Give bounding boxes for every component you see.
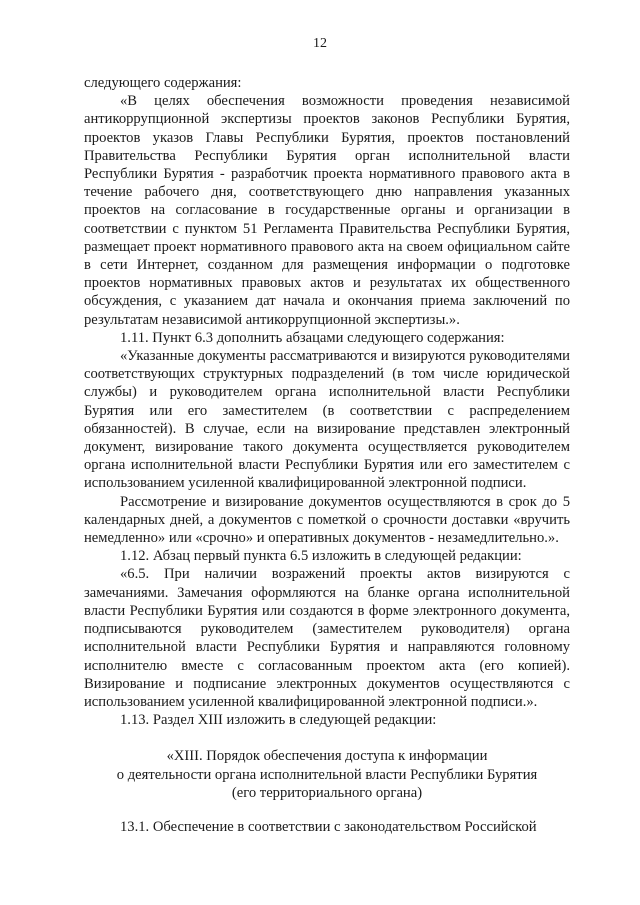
paragraph: 13.1. Обеспечение в соответствии с законодательством Российской: [120, 818, 537, 835]
section-heading: [84, 747, 570, 802]
paragraph: 1.13. Раздел XIII изложить в следующей редакции:: [120, 712, 437, 729]
paragraph: Рассмотрение и визирование документов осуществляются в срок до 5 календарных дней, а документов с пометкой о срочности доставки «вручить немедленно» или «срочно» и оперативных документов - незамедлительно.».: [84, 493, 570, 547]
document-body: [84, 74, 570, 836]
paragraph: следующего содержания:: [84, 75, 242, 91]
section-heading-line: «XIII. Порядок обеспечения доступа к информации: [166, 748, 488, 765]
page-number: 12: [313, 36, 327, 51]
section-heading-line: (его территориального органа): [231, 784, 423, 801]
paragraph: «В целях обеспечения возможности проведения независимой антикоррупционной экспертизы проектов законов Республики Бурятия, проектов указов Главы Республики Бурятия, проектов постановлений Правительства Республики Бурятия орган исполнительной власти Республики Бурятия - разработчик проекта нормативного правового акта в течение рабочего дня, соответствующего дню направления указанных проектов на согласование в государственные органы и организации в соответствии с пунктом 51 Регламента Правительства Республики Бурятия, размещает проект нормативного правового акта на своем официальном сайте в сети Интернет, созданном для размещения информации о подготовке проектов нормативных правовых актов и результатах их общественного обсуждения, с указанием дат начала и окончания приема заключений по результатам независимой антикоррупционной экспертизы.».: [84, 93, 570, 328]
paragraph: 1.11. Пункт 6.3 дополнить абзацами следующего содержания:: [120, 329, 505, 346]
paragraph: «6.5. При наличии возражений проекты актов визируются с замечаниями. Замечания оформляются на бланке органа исполнительной власти Республики Бурятия или создаются в форме электронного документа, подписываются руководителем (заместителем руководителя) органа исполнительной власти Республики Бурятия и направляются головному исполнителю вместе с согласованным проектом акта (его копией). Визирование и подписание электронных документов осуществляются с использованием усиленной квалифицированной электронной подписи.».: [84, 566, 570, 710]
paragraph: «Указанные документы рассматриваются и визируются руководителями соответствующих структурных подразделений (в том числе юридической службы) и руководителем органа исполнительной власти Республики Бурятия или его заместителем (в соответствии с распределением обязанностей). В случае, если на визирование представлен электронный документ, визирование такого документа осуществляется руководителем органа исполнительной власти Республики Бурятия или его заместителем с использованием усиленной квалифицированной электронной подписи.: [84, 348, 570, 492]
section-heading-line: о деятельности органа исполнительной власти Республики Бурятия: [116, 766, 538, 783]
paragraph: 1.12. Абзац первый пункта 6.5 изложить в следующей редакции:: [120, 548, 522, 565]
